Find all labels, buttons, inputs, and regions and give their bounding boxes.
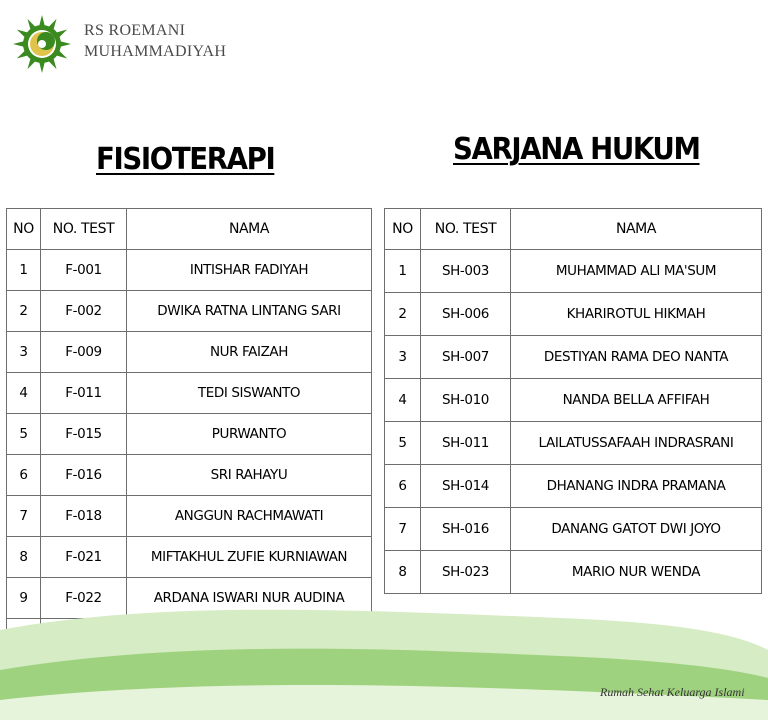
hospital-name: [84, 20, 226, 62]
row-number-cell: 1: [7, 250, 41, 291]
name-cell: DWIKA RATNA LINTANG SARI: [127, 291, 372, 332]
row-number-cell: 7: [7, 496, 41, 537]
test-number-cell: F-015: [41, 414, 127, 455]
test-number-cell: SH-023: [421, 551, 511, 594]
name-cell: PURWANTO: [127, 414, 372, 455]
name-cell: NANDA BELLA AFFIFAH: [511, 379, 762, 422]
muhammadiyah-sun-logo-icon: [12, 14, 72, 74]
row-number-cell: 9: [7, 578, 41, 619]
table-row: [7, 250, 372, 291]
test-number-cell: F-016: [41, 455, 127, 496]
table-header-row: [385, 209, 762, 250]
row-number-cell: 5: [385, 422, 421, 465]
row-number-cell: 3: [385, 336, 421, 379]
table-row: [385, 336, 762, 379]
logo-ray: [39, 62, 45, 73]
test-number-cell: SH-014: [421, 465, 511, 508]
column-header-no: NO: [7, 209, 41, 250]
test-number-cell: F-002: [41, 291, 127, 332]
column-header-nama: NAMA: [127, 209, 372, 250]
row-number-cell: 7: [385, 508, 421, 551]
table-row: [385, 422, 762, 465]
test-number-cell: F-022: [41, 578, 127, 619]
table-row: [7, 332, 372, 373]
table-row: [7, 291, 372, 332]
row-number-cell: 1: [385, 250, 421, 293]
name-cell: TEDI SISWANTO: [127, 373, 372, 414]
table-row: [7, 455, 372, 496]
table-row: [7, 414, 372, 455]
name-cell: DHANANG INDRA PRAMANA: [511, 465, 762, 508]
name-cell: KHARIROTUL HIKMAH: [511, 293, 762, 336]
test-number-cell: SH-016: [421, 508, 511, 551]
table-row: [385, 250, 762, 293]
row-number-cell: 4: [7, 373, 41, 414]
test-number-cell: SH-011: [421, 422, 511, 465]
hospital-name-line1: RS ROEMANI: [84, 22, 186, 39]
row-number-cell: 5: [7, 414, 41, 455]
table-header-row: [7, 209, 372, 250]
column-header-test: NO. TEST: [421, 209, 511, 250]
test-number-cell: F-021: [41, 537, 127, 578]
hospital-name-line2: MUHAMMADIYAH: [84, 43, 227, 60]
table-row: [385, 379, 762, 422]
test-number-cell: F-009: [41, 332, 127, 373]
test-number-cell: F-018: [41, 496, 127, 537]
name-cell: ARDANA ISWARI NUR AUDINA: [127, 578, 372, 619]
test-number-cell: F-001: [41, 250, 127, 291]
name-cell: DANANG GATOT DWI JOYO: [511, 508, 762, 551]
name-cell: MARIO NUR WENDA: [511, 551, 762, 594]
logo-ray: [13, 41, 24, 47]
row-number-cell: 3: [7, 332, 41, 373]
test-number-cell: SH-003: [421, 250, 511, 293]
row-number-cell: 2: [385, 293, 421, 336]
test-number-cell: F-011: [41, 373, 127, 414]
fisioterapi-title: FISIOTERAPI: [96, 142, 275, 177]
test-number-cell: SH-007: [421, 336, 511, 379]
table-row: [385, 508, 762, 551]
row-number-cell: 2: [7, 291, 41, 332]
row-number-cell: 6: [385, 465, 421, 508]
table-row: [385, 465, 762, 508]
row-number-cell: 8: [7, 537, 41, 578]
logo-ray: [39, 15, 45, 26]
name-cell: INTISHAR FADIYAH: [127, 250, 372, 291]
column-header-test: NO. TEST: [41, 209, 127, 250]
name-cell: SRI RAHAYU: [127, 455, 372, 496]
name-cell: ANGGUN RACHMAWATI: [127, 496, 372, 537]
name-cell: NUR FAIZAH: [127, 332, 372, 373]
column-header-nama: NAMA: [511, 209, 762, 250]
sarjana-hukum-table: [384, 208, 762, 594]
logo-ray: [60, 41, 71, 47]
table-row: [385, 293, 762, 336]
name-cell: DESTIYAN RAMA DEO NANTA: [511, 336, 762, 379]
sarjana-hukum-title: SARJANA HUKUM: [453, 132, 700, 167]
column-header-no: NO: [385, 209, 421, 250]
name-cell: MUHAMMAD ALI MA'SUM: [511, 250, 762, 293]
test-number-cell: SH-010: [421, 379, 511, 422]
row-number-cell: 4: [385, 379, 421, 422]
row-number-cell: 8: [385, 551, 421, 594]
footer-tagline: Rumah Sehat Keluarga Islami: [600, 685, 745, 699]
table-row: [7, 496, 372, 537]
name-cell: LAILATUSSAFAAH INDRASRANI: [511, 422, 762, 465]
name-cell: MIFTAKHUL ZUFIE KURNIAWAN: [127, 537, 372, 578]
row-number-cell: 6: [7, 455, 41, 496]
table-row: [7, 373, 372, 414]
test-number-cell: SH-006: [421, 293, 511, 336]
